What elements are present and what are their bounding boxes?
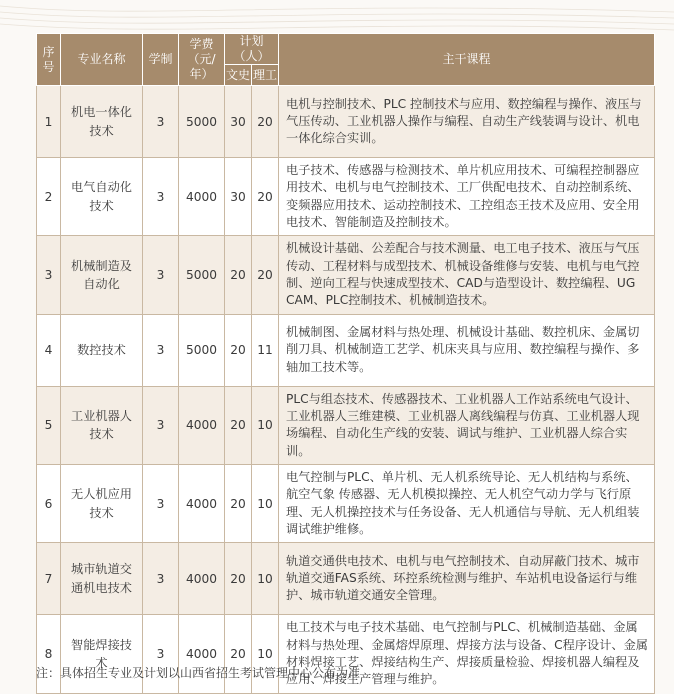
course-list: 轨道交通供电技术、电机与电气控制技术、自动屏蔽门技术、城市轨道交通FAS系统、环控系统检测与维护、车站机电设备运行与维护、城市轨道交通安全管理。 [279,543,655,615]
table-row [37,314,655,386]
science-quota: 20 [252,158,279,236]
fee-value: 5000 [179,314,225,386]
table-row [37,464,655,542]
major-name: 数控技术 [61,314,143,386]
science-quota: 10 [252,464,279,542]
arts-quota: 20 [225,236,252,314]
science-quota: 11 [252,314,279,386]
major-name: 智能焊接技术 [61,615,143,693]
course-list: 电气控制与PLC、单片机、无人机系统导论、无人机结构与系统、航空气象 传感器、无人机模拟操控、无人机空气动力学与飞行原理、无人机操控技术与任务设备、无人机通信与导航、无人机组装调试维护维修。 [279,464,655,542]
duration-value: 3 [143,86,179,158]
row-number: 5 [37,386,61,464]
course-list: 机械制图、金属材料与热处理、机械设计基础、数控机床、金属切削刀具、机械制造工艺学、机床夹具与应用、数控编程与操作、多轴加工技术等。 [279,314,655,386]
row-number: 3 [37,236,61,314]
duration-value: 3 [143,314,179,386]
table-row [37,86,655,158]
duration-value: 3 [143,236,179,314]
row-number: 7 [37,543,61,615]
admissions-table [36,33,655,694]
science-quota: 10 [252,386,279,464]
table-row [37,543,655,615]
course-list: 电子技术、传感器与检测技术、单片机应用技术、可编程控制器应用技术、电机与电气控制技术、工厂供配电技术、自动控制系统、变频器应用技术、运动控制技术、工控组态王技术及应用、安全用电技术、智能制造及控制技术。 [279,158,655,236]
duration-value: 3 [143,386,179,464]
fee-value: 4000 [179,615,225,693]
major-name: 机电一体化技术 [61,86,143,158]
arts-quota: 20 [225,543,252,615]
major-name: 工业机器人技术 [61,386,143,464]
duration-value: 3 [143,158,179,236]
duration-value: 3 [143,543,179,615]
footnote: 注：具体招生专业及计划以山西省招生考试管理中心公布为准 [36,666,361,680]
table-row [37,615,655,693]
major-name: 机械制造及自动化 [61,236,143,314]
duration-value: 3 [143,464,179,542]
course-list: 机械设计基础、公差配合与技术测量、电工电子技术、液压与气压传动、工程材料与成型技术、机械设备维修与安装、电机与电气控制、逆向工程与快速成型技术、CAD与造型设计、数控编程、UG CAM、PLC控制技术、机械制造技术。 [279,236,655,314]
row-number: 1 [37,86,61,158]
science-quota: 20 [252,86,279,158]
header-science: 理工 [252,65,279,86]
fee-value: 5000 [179,86,225,158]
table-row [37,386,655,464]
fee-value: 4000 [179,464,225,542]
major-name: 电气自动化技术 [61,158,143,236]
course-list: 电机与控制技术、PLC 控制技术与应用、数控编程与操作、液压与气压传动、工业机器人操作与编程、自动生产线装调与设计、机电一体化综合实训。 [279,86,655,158]
header-major: 专业名称 [61,34,143,86]
fee-value: 5000 [179,236,225,314]
header-courses: 主干课程 [279,34,655,86]
major-name: 无人机应用技术 [61,464,143,542]
header-fee: 学费（元/年） [179,34,225,86]
arts-quota: 30 [225,86,252,158]
fee-value: 4000 [179,158,225,236]
course-list: 电工技术与电子技术基础、电气控制与PLC、机械制造基础、金属材料与热处理、金属熔焊原理、焊接方法与设备、C程序设计、金属材料焊接工艺、焊接结构生产、焊接质量检验、焊接机器人编程及应用、焊接生产管理与维护。 [279,615,655,693]
header-seq: 序号 [37,34,61,86]
arts-quota: 20 [225,615,252,693]
arts-quota: 20 [225,386,252,464]
major-name: 城市轨道交通机电技术 [61,543,143,615]
fee-value: 4000 [179,543,225,615]
course-list: PLC与组态技术、传感器技术、工业机器人工作站系统电气设计、工业机器人三维建模、工业机器人离线编程与仿真、工业机器人现场编程、自动化生产线的安装、调试与维护、工业机器人综合实训。 [279,386,655,464]
row-number: 6 [37,464,61,542]
row-number: 2 [37,158,61,236]
science-quota: 10 [252,615,279,693]
science-quota: 20 [252,236,279,314]
table-row [37,236,655,314]
header-plan: 计划（人） [225,34,279,65]
arts-quota: 20 [225,314,252,386]
duration-value: 3 [143,615,179,693]
header-duration: 学制 [143,34,179,86]
science-quota: 10 [252,543,279,615]
row-number: 8 [37,615,61,693]
table-row [37,158,655,236]
arts-quota: 30 [225,158,252,236]
arts-quota: 20 [225,464,252,542]
fee-value: 4000 [179,386,225,464]
row-number: 4 [37,314,61,386]
header-arts: 文史 [225,65,252,86]
